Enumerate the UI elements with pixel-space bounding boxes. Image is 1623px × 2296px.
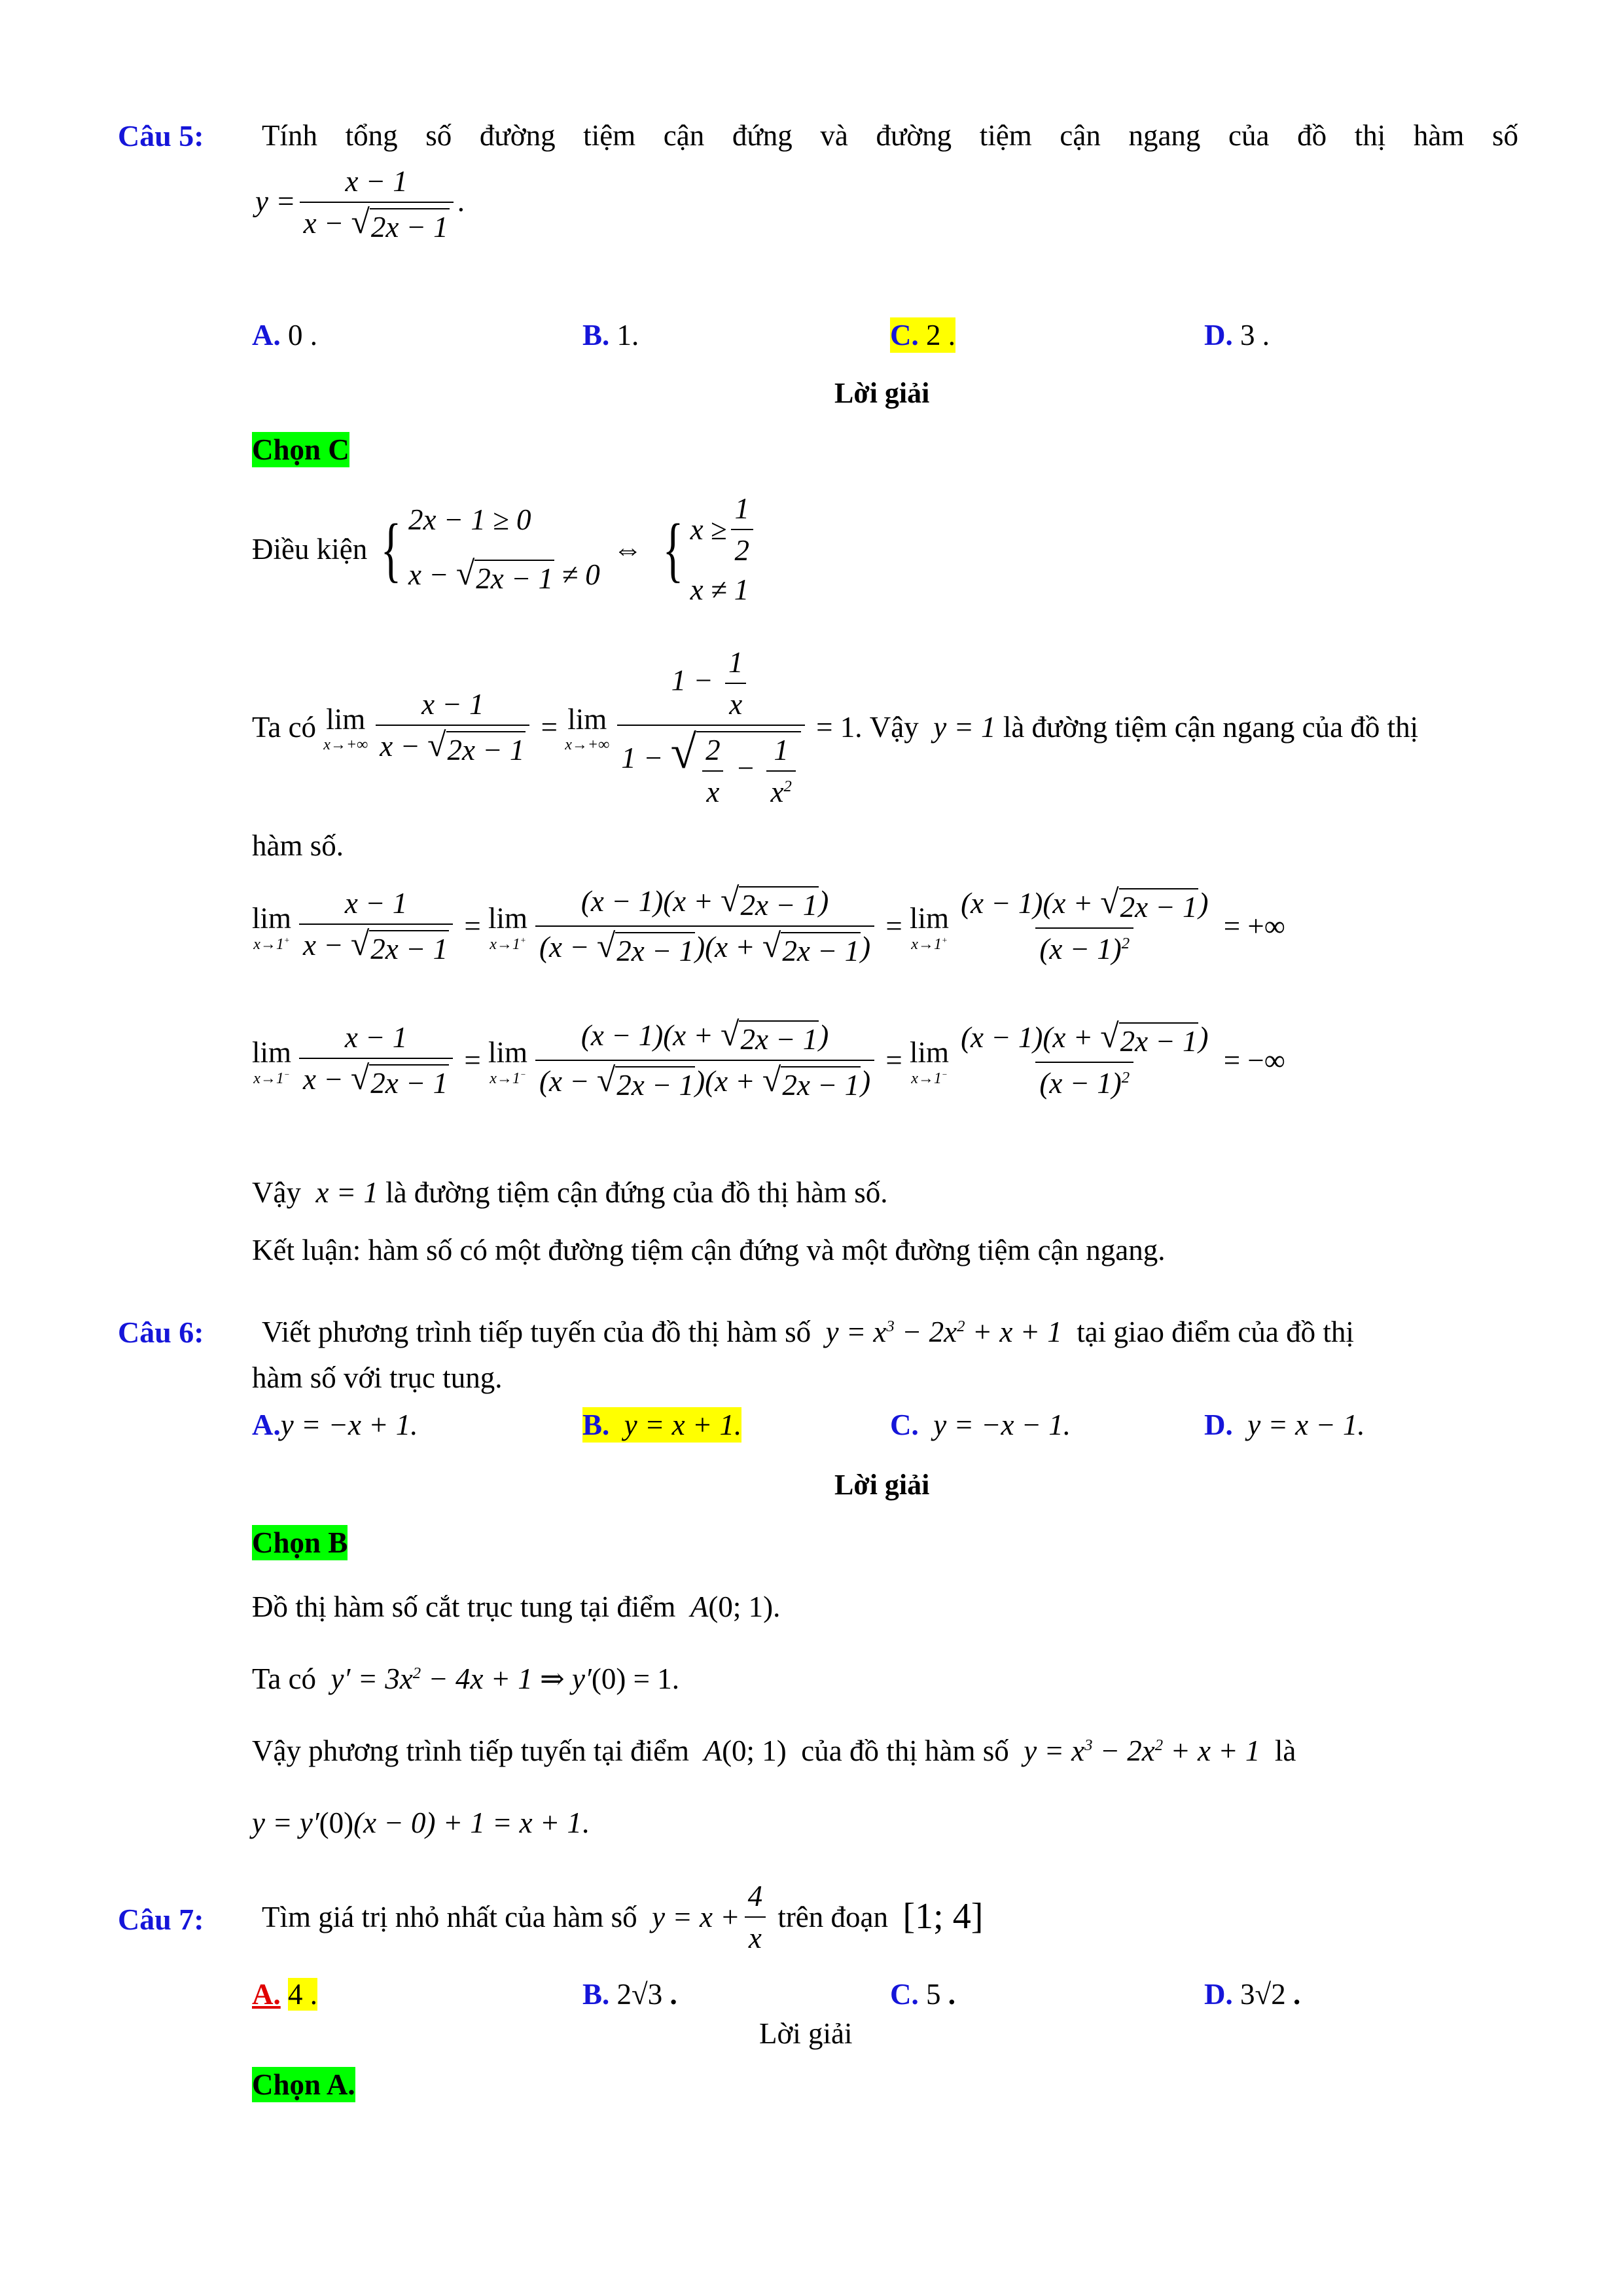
q6-chosen-answer: Chọn B [252, 1526, 348, 1559]
q7-chosen-answer: Chọn A. [252, 2068, 355, 2101]
q5-option-c[interactable]: C. 2 . [890, 319, 955, 351]
q5-horizontal-limit: Ta có lim x→+∞ x − 1 x − √ 2x − 1 = lim x→+∞ 1 − $\frac{1}{x}$ 1 − √ $\frac{2}{x}$ − $\frac{1}{x^2}$ = 1. Vậy y = 1 là đường tiệm cận ngang của đồ thị [252, 646, 1419, 808]
q6-option-a[interactable]: A.y = −x + 1. [252, 1408, 418, 1441]
q7-solution-title: Lời giải [759, 2017, 853, 2050]
q7-option-c[interactable]: C. 5 . [890, 1978, 955, 2011]
q6-solution-line4: y = y′(0)(x − 0) + 1 = x + 1. [252, 1806, 590, 1839]
q7-label: Câu 7: [118, 1903, 204, 1936]
q6-question-line1: Viết phương trình tiếp tuyến của đồ thị hàm số $y = x^3 - 2x^2 + x + 1$ tại giao điểm của đồ thị [262, 1316, 1354, 1348]
q5-vertical-conclusion: Vậy x = 1 là đường tiệm cận đứng của đồ thị hàm số. [252, 1176, 888, 1209]
q6-solution-line2: Ta có $y' = 3x^2 - 4x + 1$ ⇒ y′(0) = 1. [252, 1662, 679, 1695]
q5-final-conclusion: Kết luận: hàm số có một đường tiệm cận đứng và một đường tiệm cận ngang. [252, 1234, 1166, 1266]
q6-solution-line1: Đồ thị hàm số cắt trục tung tại điểm A(0; 1). [252, 1590, 781, 1623]
q7-option-b[interactable]: B. 2√3 . [582, 1978, 677, 2011]
q5-function: y = x − 1 x − √ 2x − 1 . [255, 165, 465, 243]
q5-chosen-answer: Chọn C [252, 433, 349, 466]
q6-question-line2: hàm số với trục tung. [252, 1361, 503, 1394]
q6-label: Câu 6: [118, 1316, 204, 1349]
q6-solution-title: Lời giải [834, 1469, 930, 1501]
q6-option-d[interactable]: D. y = x − 1. [1204, 1408, 1365, 1441]
q5-horizontal-text-cont: hàm số. [252, 829, 344, 862]
q5-question-text: Tính tổng số đường tiệm cận đứng và đường tiệm cận ngang của đồ thị hàm số [262, 119, 1518, 152]
q5-option-b[interactable]: B. 1. [582, 319, 639, 351]
q6-solution-line3: Vậy phương trình tiếp tuyến tại điểm A(0; 1) của đồ thị hàm số $y = x^3 - 2x^2 + x + 1$ là [252, 1734, 1296, 1767]
q5-limit-left: lim x→1− x − 1 x − √ 2x − 1 = lim x→1− (x − 1)(x + √ 2x − 1 ) (x − √ 2x − 1 )(x + √ 2x − 1 ) = lim x→1− (x − 1)(x + √ 2x − 1 ) $(x - 1)^2$ = −∞ [252, 1016, 1285, 1102]
q6-option-c[interactable]: C. y = −x − 1. [890, 1408, 1071, 1441]
q6-option-b[interactable]: B. y = x + 1. [582, 1408, 742, 1441]
q5-label: Câu 5: [118, 119, 204, 152]
q7-option-d[interactable]: D. 3√2 . [1204, 1978, 1301, 2011]
q5-solution-title: Lời giải [834, 377, 930, 409]
q5-condition: Điều kiện { 2x − 1 ≥ 0 x − √ 2x − 1 ≠ 0 ⇔ { x ≥ $\frac{1}{2}$ x ≠ 1 [252, 491, 757, 607]
q5-option-d[interactable]: D. 3 . [1204, 319, 1270, 351]
q7-question: Tìm giá trị nhỏ nhất của hàm số y = x + $\frac{4}{x}$ trên đoạn [1; 4] [262, 1880, 984, 1954]
q7-option-a[interactable]: A. 4 . [252, 1978, 317, 2011]
q5-option-a[interactable]: A. 0 . [252, 319, 317, 351]
q5-limit-right: lim x→1+ x − 1 x − √ 2x − 1 = lim x→1+ (x − 1)(x + √ 2x − 1 ) (x − √ 2x − 1 )(x + √ 2x − 1 ) = lim x→1+ (x − 1)(x + √ 2x − 1 ) $(x - 1)^2$ = +∞ [252, 882, 1285, 967]
